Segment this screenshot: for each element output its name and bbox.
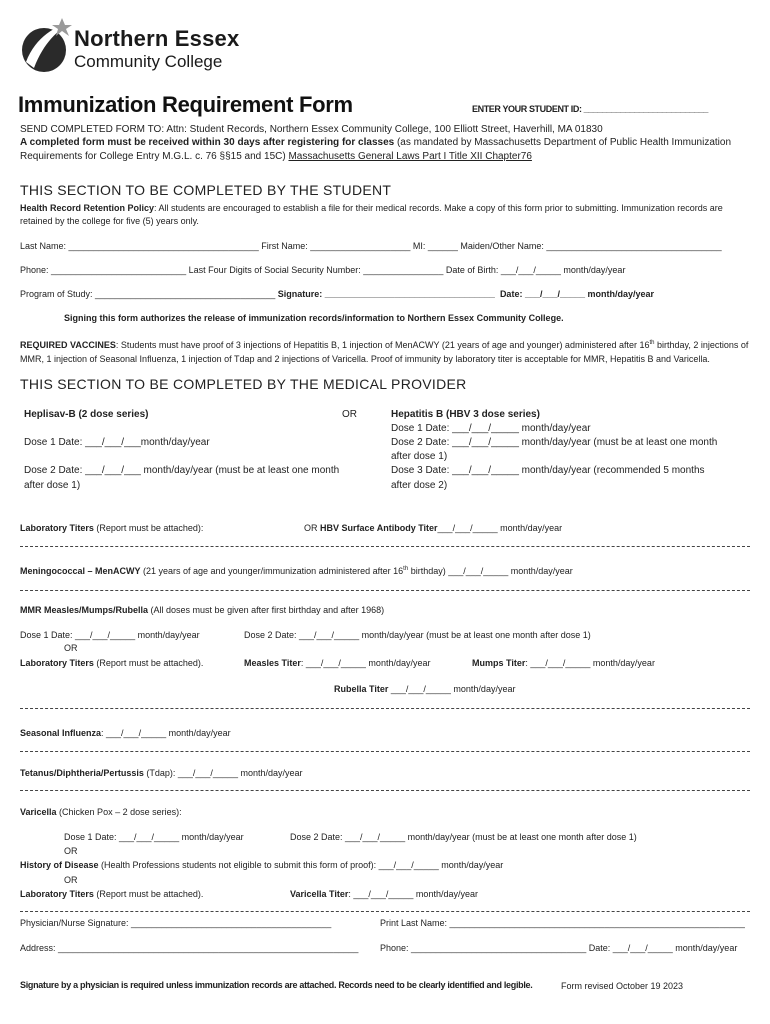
- meningococcal-label: Meningococcal – MenACWY: [20, 566, 141, 576]
- influenza-field[interactable]: : ___/___/_____ month/day/year: [101, 728, 231, 738]
- mmr-lab-titers: [20, 658, 203, 668]
- physician-signature-note: Signature by a physician is required unless immunization records are attached. Records need to be clearly identified and legible.: [20, 980, 533, 990]
- required-text-1: : Students must have proof of 3 injections of Hepatitis B, 1 injection of MenACWY (21 years of age and younger) administered after 16: [115, 340, 650, 350]
- measles-field[interactable]: : ___/___/_____ month/day/year: [300, 658, 431, 668]
- send-to-text: SEND COMPLETED FORM TO: Attn: Student Records, Northern Essex Community College, 100 Elliott Street, Haverhill, MA 01830: [20, 124, 603, 135]
- hep-lab-titers-label: Laboratory Titers: [20, 523, 94, 533]
- meningococcal-text-1: (21 years of age and younger/immunization administered after 16: [140, 566, 404, 576]
- student-phone-row[interactable]: Phone: ___________________________ Last Four Digits of Social Security Number: ________________ Date of Birth: ___/___/_____ month/day/year: [20, 265, 626, 275]
- retention-policy-text: : All students are encouraged to establish a file for their medical records. Make a copy of this form prior to submitting. Immunization records are retained by the college for five (5) years only.: [20, 203, 723, 226]
- divider-1: [20, 546, 750, 547]
- measles-label: Measles Titer: [244, 658, 301, 668]
- student-id-field[interactable]: ENTER YOUR STUDENT ID: ___________________________: [472, 104, 708, 114]
- history-of-disease-field[interactable]: (Health Professions students not eligible to submit this form of proof): ___/___/_____ month/day/year: [98, 860, 504, 870]
- varicella-titer-field[interactable]: : ___/___/_____ month/day/year: [348, 889, 478, 899]
- heplisav-dose2-cont: after dose 1): [24, 480, 81, 491]
- history-of-disease[interactable]: [20, 860, 503, 870]
- required-vaccines-label: REQUIRED VACCINES: [20, 340, 116, 350]
- varicella-or-1: OR: [64, 846, 78, 856]
- student-name-row[interactable]: Last Name: ______________________________________ First Name: ____________________ MI: ______ Maiden/Other Name: ___________________________________: [20, 241, 722, 251]
- mmr-dose1[interactable]: Dose 1 Date: ___/___/_____ month/day/year: [20, 630, 200, 640]
- hepb-dose1[interactable]: Dose 1 Date: ___/___/_____ month/day/year: [391, 423, 591, 434]
- program-of-study-field[interactable]: Program of Study: ____________________________________: [20, 289, 278, 299]
- tdap-row[interactable]: [20, 768, 302, 778]
- varicella-label: Varicella: [20, 807, 57, 817]
- hbv-or: OR: [304, 523, 321, 533]
- student-signature-field[interactable]: Signature: __________________________________: [277, 289, 495, 299]
- logo-line2: Community College: [74, 52, 223, 71]
- divider-6: [20, 911, 750, 912]
- mmr-label: MMR Measles/Mumps/Rubella: [20, 605, 149, 615]
- tdap-label: Tetanus/Diphtheria/Pertussis: [20, 768, 144, 778]
- hbv-titer-label: HBV Surface Antibody Titer: [320, 523, 438, 533]
- required-text-2: birthday, 2 injections of MMR, 1 injection of Seasonal Influenza, 1 injection of Tdap and 2 injections of Varicella. Proof of immunity by laboratory titer is acceptable for MMR, Hepatitis B and Varicella.: [20, 340, 749, 364]
- divider-4: [20, 751, 750, 752]
- meningococcal-sup: th: [403, 566, 409, 572]
- influenza-label: Seasonal Influenza: [20, 728, 102, 738]
- hep-lab-titers-row: [20, 523, 203, 533]
- measles-titer[interactable]: [244, 658, 430, 668]
- form-revised-date: Form revised October 19 2023: [561, 981, 684, 991]
- rubella-label: Rubella Titer: [334, 684, 389, 694]
- varicella-heading: [20, 807, 182, 817]
- mumps-titer[interactable]: [472, 658, 655, 668]
- meningococcal-row[interactable]: [20, 566, 573, 576]
- varicella-note: (Chicken Pox – 2 dose series):: [56, 807, 182, 817]
- rubella-titer[interactable]: [334, 684, 515, 694]
- logo-swoosh-icon: [18, 16, 76, 76]
- student-program-row[interactable]: [20, 289, 654, 299]
- mmr-dose2[interactable]: Dose 2 Date: ___/___/_____ month/day/year (must be at least one month after dose 1): [244, 630, 591, 640]
- college-logo: [18, 16, 248, 76]
- hep-lab-titers-note: (Report must be attached):: [93, 523, 204, 533]
- influenza-row[interactable]: [20, 728, 231, 738]
- varicella-dose2[interactable]: Dose 2 Date: ___/___/_____ month/day/year (must be at least one month after dose 1): [290, 832, 637, 842]
- mumps-label: Mumps Titer: [472, 658, 526, 668]
- varicella-lab-titers: [20, 889, 203, 899]
- provider-phone-date-field[interactable]: Phone: ___________________________________ Date: ___/___/_____ month/day/year: [380, 943, 738, 953]
- required-vaccines: [20, 336, 752, 366]
- heplisav-or: OR: [342, 409, 357, 420]
- student-section-heading: THIS SECTION TO BE COMPLETED BY THE STUDENT: [20, 182, 392, 198]
- retention-policy-label: Health Record Retention Policy: [20, 203, 155, 213]
- law-link[interactable]: Massachusetts General Laws Part I Title XII Chapter76: [288, 151, 532, 162]
- mmr-note: (All doses must be given after first birthday and after 1968): [148, 605, 385, 615]
- deadline-bold: A completed form must be received within 30 days after registering for classes: [20, 137, 395, 148]
- varicella-lab-label: Laboratory Titers: [20, 889, 94, 899]
- heplisav-title: Heplisav-B (2 dose series): [24, 409, 149, 420]
- hepb-dose2-cont: after dose 1): [391, 451, 448, 462]
- student-date-field[interactable]: Date: ___/___/_____ month/day/year: [499, 289, 655, 299]
- heplisav-dose2[interactable]: Dose 2 Date: ___/___/___ month/day/year (must be at least one month: [24, 465, 340, 476]
- divider-5: [20, 790, 750, 791]
- provider-section-heading: THIS SECTION TO BE COMPLETED BY THE MEDICAL PROVIDER: [20, 376, 467, 392]
- divider-3: [20, 708, 750, 709]
- mmr-or: OR: [64, 643, 78, 653]
- hepb-dose3-cont: after dose 2): [391, 480, 448, 491]
- logo-line1: Northern Essex: [74, 26, 240, 51]
- mumps-field[interactable]: : ___/___/_____ month/day/year: [525, 658, 655, 668]
- divider-2: [20, 590, 750, 591]
- tdap-field[interactable]: (Tdap): ___/___/_____ month/day/year: [143, 768, 303, 778]
- mmr-lab-label: Laboratory Titers: [20, 658, 94, 668]
- deadline-text: [20, 137, 731, 148]
- required-sup: th: [649, 340, 655, 346]
- meningococcal-field[interactable]: birthday) ___/___/_____ month/day/year: [408, 566, 573, 576]
- hepb-dose2[interactable]: Dose 2 Date: ___/___/_____ month/day/year (must be at least one month: [391, 437, 718, 448]
- provider-address-field[interactable]: Address: ____________________________________________________________: [20, 943, 359, 953]
- hbv-titer-field[interactable]: ___/___/_____ month/day/year: [437, 523, 563, 533]
- mmr-heading: [20, 605, 384, 615]
- hepb-dose3[interactable]: Dose 3 Date: ___/___/_____ month/day/year (recommended 5 months: [391, 465, 705, 476]
- varicella-lab-note: (Report must be attached).: [93, 889, 204, 899]
- history-of-disease-label: History of Disease: [20, 860, 99, 870]
- requirements-text: [20, 151, 532, 162]
- print-last-name-field[interactable]: Print Last Name: ___________________________________________________________: [380, 918, 745, 928]
- retention-policy: [20, 202, 750, 228]
- varicella-dose1[interactable]: Dose 1 Date: ___/___/_____ month/day/year: [64, 832, 244, 842]
- hbv-titer-row[interactable]: [304, 523, 562, 533]
- deadline-rest: (as mandated by Massachusetts Department of Public Health Immunization: [394, 137, 732, 148]
- heplisav-dose1[interactable]: Dose 1 Date: ___/___/___month/day/year: [24, 437, 210, 448]
- varicella-titer-label: Varicella Titer: [290, 889, 349, 899]
- mmr-lab-note: (Report must be attached).: [93, 658, 204, 668]
- varicella-titer[interactable]: [290, 889, 478, 899]
- physician-signature-field[interactable]: Physician/Nurse Signature: ________________________________________: [20, 918, 332, 928]
- rubella-field[interactable]: ___/___/_____ month/day/year: [388, 684, 516, 694]
- form-title: Immunization Requirement Form: [18, 92, 353, 117]
- requirements-statute: Requirements for College Entry M.G.L. c. 76 §§15 and 15C): [20, 151, 289, 162]
- authorization-statement: Signing this form authorizes the release of immunization records/information to Northern Essex Community College.: [64, 313, 564, 323]
- varicella-or-2: OR: [64, 875, 78, 885]
- hepb-title: Hepatitis B (HBV 3 dose series): [391, 409, 540, 420]
